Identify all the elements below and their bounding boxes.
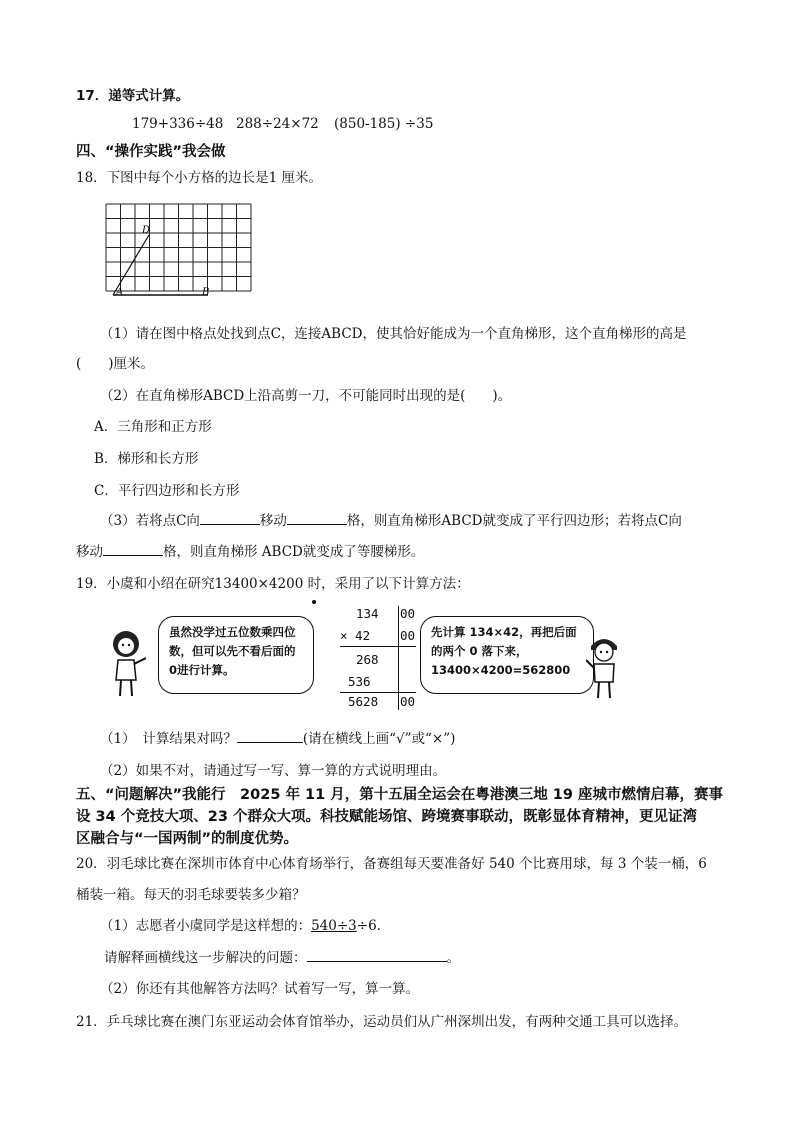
count-blank-1[interactable] — [287, 510, 347, 525]
calc-divider — [398, 606, 399, 710]
segment-ad — [113, 235, 149, 295]
section-5-line3: 区融合与“一国两制”的制度优势。 — [76, 831, 299, 847]
q17-expr-3: (850-185) ÷35 — [334, 116, 434, 132]
answer-blank-q20[interactable] — [307, 947, 447, 962]
dot-mark — [312, 600, 316, 604]
q20-underlined-step: 540÷3 — [311, 918, 357, 934]
q20-line2: 桶装一箱。每天的羽毛球要装多少箱？ — [76, 887, 306, 903]
direction-blank-1[interactable] — [200, 510, 260, 525]
q20-p1-question — [104, 946, 460, 966]
grid-figure — [104, 202, 254, 302]
calc-line-1 — [340, 646, 416, 647]
girl-character-icon — [106, 628, 146, 700]
q20-p1-rest: ÷6. — [356, 918, 381, 934]
section-5-line1: 五、“问题解决”我能行 2025 年 11 月，第十五届全运会在粤港澳三地 19 座城市燃情启幕，赛事 — [76, 787, 724, 803]
q19-p1-hint: (请在横线上画“√”或“×”) — [302, 731, 456, 747]
right-speech-bubble — [420, 616, 594, 694]
q18-p3-a: （3）若将点C向 — [100, 513, 200, 529]
calc-row1-left: 134 — [356, 606, 379, 621]
q18-p3-b: 移动 — [259, 513, 287, 529]
q20-line1: 20．羽毛球比赛在深圳市体育中心体育场举行，备赛组每天要准备好 540 个比赛用球，每 3 个装一桶，6 — [76, 856, 707, 872]
q17-expr-1: 179+336÷48 — [132, 116, 224, 132]
calc-row1-right: 00 — [400, 606, 416, 621]
q18-option-b: B．梯形和长方形 — [94, 451, 199, 467]
calc-row3: 268 — [356, 652, 379, 667]
section-5-line2: 设 34 个竞技大项、23 个群众大项。科技赋能场馆、跨境赛事联动，既彰显体育精神，更见证湾 — [76, 809, 697, 825]
calc-line-2 — [340, 692, 416, 693]
point-a-label: A — [116, 287, 124, 298]
boy-character-icon — [586, 632, 622, 702]
count-blank-2[interactable] — [103, 541, 163, 556]
q18-p3-c: 格，则直角梯形ABCD就变成了平行四边形；若将点C向 — [346, 513, 682, 529]
q18-p1-line2: ( )厘米。 — [76, 356, 155, 372]
right-bubble-equation: 13400×4200=562800 — [431, 663, 571, 677]
q18-option-c: C．平行四边形和长方形 — [94, 483, 240, 499]
point-d-label: D — [142, 225, 151, 236]
right-bubble-text: 先计算 134×42，再把后面的两个 0 落下来， — [431, 625, 577, 658]
q17-expr-2: 288÷24×72 — [236, 116, 319, 132]
q18-p3-e: 格，则直角梯形 ABCD就变成了等腰梯形。 — [163, 544, 425, 560]
calc-row2-left: × 42 — [340, 628, 371, 643]
q18-p3-line2 — [76, 540, 424, 560]
answer-blank-q19[interactable] — [237, 728, 303, 743]
q18-option-a: A．三角形和正方形 — [94, 419, 212, 435]
q19-p1 — [100, 727, 455, 747]
q18-p3-line1 — [100, 509, 682, 529]
calc-row5-left: 5628 — [348, 694, 379, 709]
calc-row4: 536 — [348, 674, 371, 689]
left-speech-bubble: 虽然没学过五位数乘四位数，但可以先不看后面的0进行计算。 — [158, 616, 314, 694]
section-4-title: 四、“操作实践”我会做 — [76, 144, 226, 160]
calc-row5-right: 00 — [400, 694, 416, 709]
q20-p1-text: （1）志愿者小虞同学是这样想的： — [100, 918, 312, 934]
q20-question-end: 。 — [446, 950, 460, 966]
q18-p1-line1: （1）请在图中格点处找到点C，连接ABCD，使其恰好能成为一个直角梯形，这个直角梯形的高是 — [100, 326, 687, 342]
q19-p1-text: （1） 计算结果对吗？ — [100, 731, 237, 747]
q17-title: 17．递等式计算。 — [76, 88, 190, 104]
q19-p2: （2）如果不对，请通过写一写、算一算的方式说明理由。 — [100, 763, 447, 779]
q18-p3-d: 移动 — [76, 544, 103, 560]
q19-title: 19．小虞和小绍在研究13400×4200 时，采用了以下计算方法： — [76, 576, 470, 592]
q20-p1 — [100, 914, 381, 934]
q21-title: 21．乒乓球比赛在澳门东亚运动会体育馆举办，运动员们从广州深圳出发，有两种交通工具可以选择。 — [76, 1014, 688, 1030]
q20-question-text: 请解释画横线这一步解决的问题： — [104, 950, 307, 966]
vertical-calculation — [340, 606, 416, 710]
calc-row2-right: 00 — [400, 628, 416, 643]
q18-title: 18．下图中每个小方格的边长是1 厘米。 — [76, 170, 323, 186]
point-b-label: B — [202, 287, 210, 298]
q18-p2: （2）在直角梯形ABCD上沿高剪一刀，不可能同时出现的是( )。 — [100, 388, 512, 404]
q20-p2: （2）你还有其他解答方法吗？试着写一写，算一算。 — [100, 981, 420, 997]
